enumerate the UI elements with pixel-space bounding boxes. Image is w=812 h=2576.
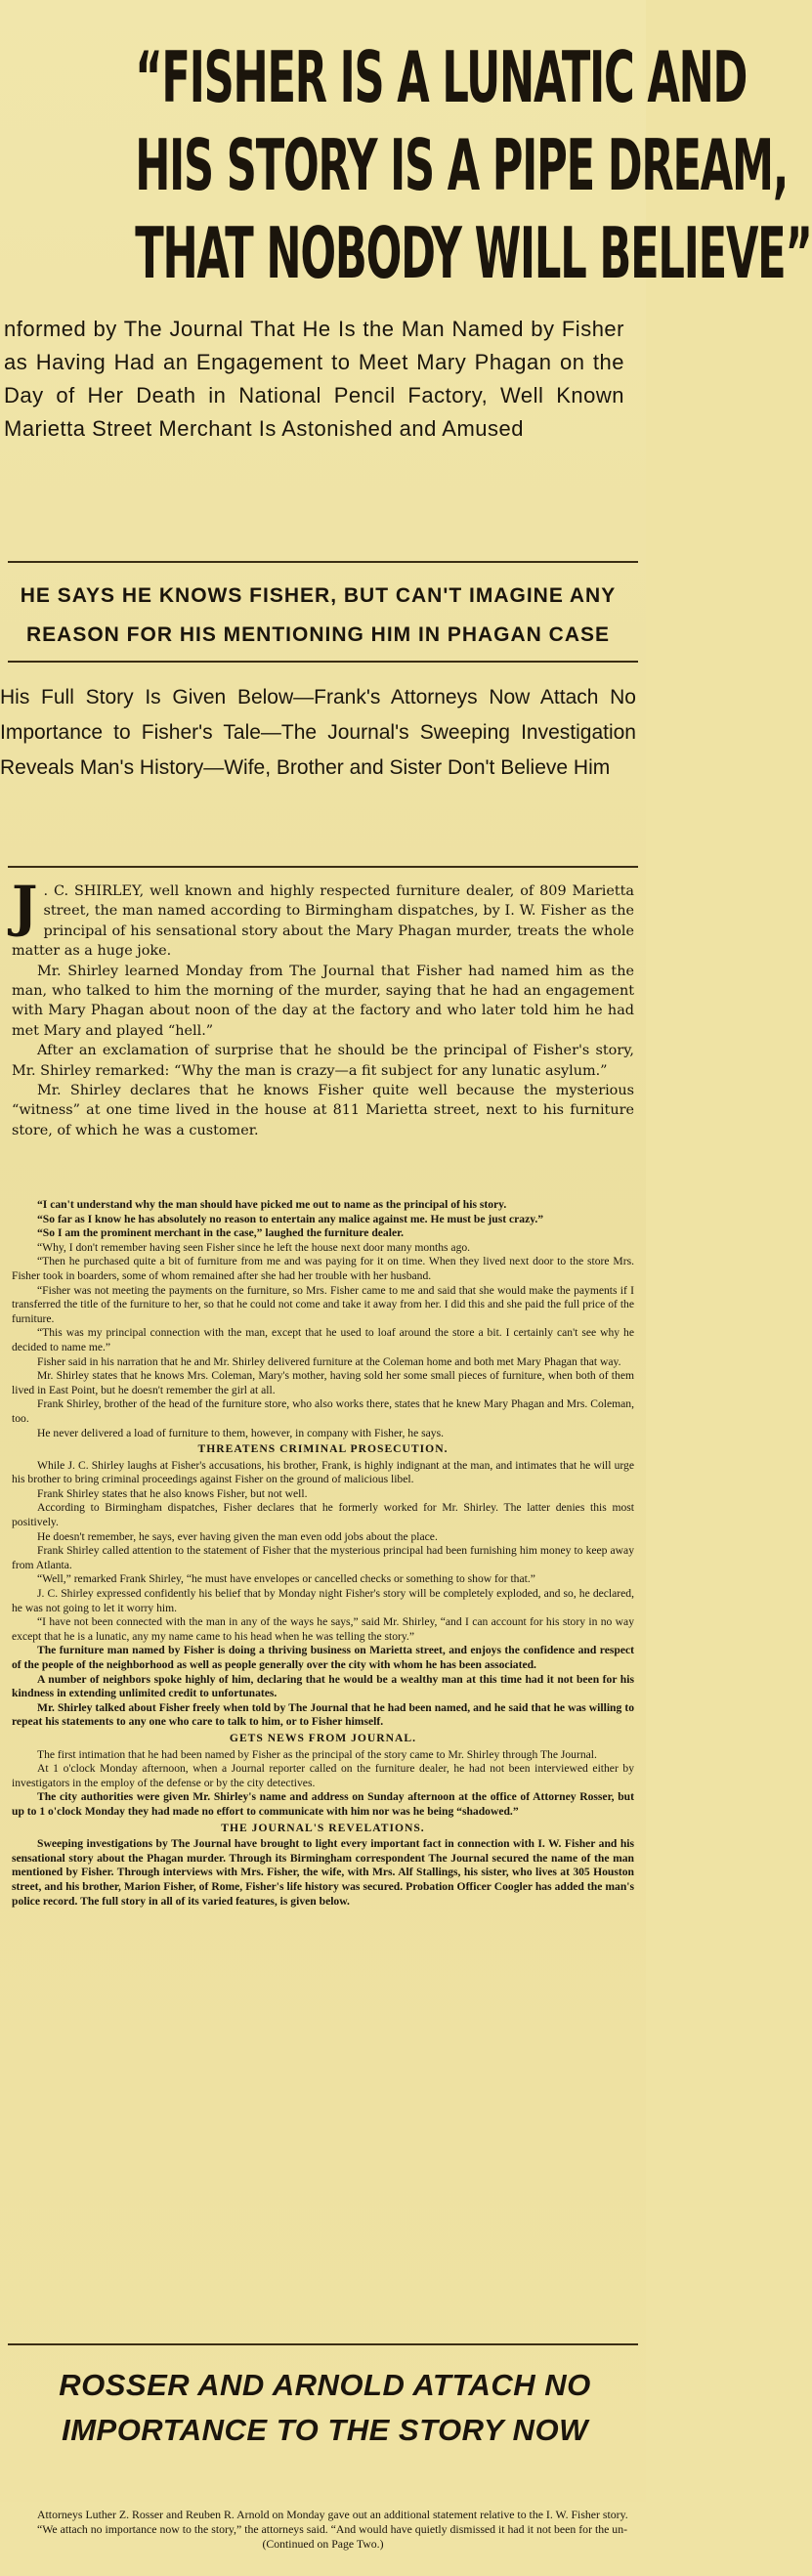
divider — [8, 866, 638, 868]
lead-paragraphs — [0, 872, 646, 1194]
divider — [8, 561, 638, 563]
body-paragraph: Frank Shirley, brother of the head of the furniture store, who also works there, states that he knew Mary Phagan and Mrs. Coleman, too. — [12, 1397, 634, 1425]
body-paragraph: According to Birmingham dispatches, Fisher declares that he formerly worked for Mr. Shirley. The latter denies this most positively. — [12, 1501, 634, 1529]
body-paragraph: At 1 o'clock Monday afternoon, when a Journal reporter called on the furniture dealer, he had not been interviewed either by investigators in the employ of the defense or by the city detectives. — [12, 1762, 634, 1789]
headline-line-3: THAT NOBODY WILL BELIEVE” — [135, 212, 812, 294]
section-subhead: GETS NEWS FROM JOURNAL. — [229, 1731, 417, 1744]
divider — [8, 661, 638, 663]
bottom-headline — [0, 2349, 646, 2508]
body-paragraph: He doesn't remember, he says, ever having given the man even odd jobs about the place. — [37, 1529, 438, 1543]
body-paragraph: Sweeping investigations by The Journal have brought to light every important fact in connection with I. W. Fisher and his sensational story about the Phagan murder. Through its Birmingham correspondent The Journal secured the name of the man mentioned by Fisher. Through interviews with Mrs. Fisher, the wife, with Mrs. Alf Stallings, his sister, who lives at 305 Houston street, and his brother, Marion Fisher, of Rome, Fisher's life history was secured. Probation Officer Coogler has added the man's police record. The full story in all of its varied features, is given below. — [12, 1837, 634, 1908]
body-paragraph: “So I am the prominent merchant in the case,” laughed the furniture dealer. — [37, 1226, 405, 1240]
drop-cap: J — [12, 875, 38, 939]
lead-paragraph: After an exclamation of surprise that he should be the principal of Fisher's story, Mr. Shirley remarked: “Why the man is crazy—a fit subject for any lunatic asylum.” — [12, 1043, 634, 1079]
body-paragraph: “I can't understand why the man should have picked me out to name as the principal of his story. — [37, 1198, 507, 1211]
body-paragraph: “Well,” remarked Frank Shirley, “he must have envelopes or cancelled checks or something to show for that.” — [37, 1572, 535, 1586]
divider — [8, 2343, 638, 2345]
closing-paragraph: “We attach no importance now to the story,” the attorneys said. “And would have quietly dismissed it had it not been for the un- — [37, 2522, 628, 2536]
second-deck-line-1: HE SAYS HE KNOWS FISHER, BUT CAN'T IMAGINE ANY — [20, 584, 617, 607]
headline-line-1: “FISHER IS A LUNATIC AND — [135, 36, 748, 118]
bottom-headline-line-2: IMPORTANCE TO THE STORY NOW — [62, 2413, 588, 2447]
section-subhead: THE JOURNAL'S REVELATIONS. — [221, 1821, 425, 1834]
body-paragraph: “Then he purchased quite a bit of furniture from me and was paying for it on time. When they lived next door to the store Mrs. Fisher took in boarders, some of whom remained after she had her trouble with her husband. — [12, 1255, 634, 1282]
body-paragraph: Frank Shirley called attention to the statement of Fisher that the mysterious principal had been furnishing him money to keep away from Atlanta. — [12, 1544, 634, 1571]
second-deck — [0, 567, 646, 657]
body-paragraph: Mr. Shirley talked about Fisher freely when told by The Journal that he had been named, and he said that he was willing to repeat his statements to any one who care to talk to him, or to Fisher himself. — [12, 1700, 634, 1729]
continued-note: (Continued on Page Two.) — [262, 2537, 384, 2551]
body-paragraph: Fisher said in his narration that he and Mr. Shirley delivered furniture at the Coleman home and both met Mary Phagan that way. — [37, 1354, 621, 1368]
lead-paragraph: . C. SHIRLEY, well known and highly respected furniture dealer, of 809 Marietta street, the man named according to Birmingham dispatches, by I. W. Fisher as the principal of his sensational story about the Mary Phagan murder, treats the whole matter as a huge joke. — [12, 883, 634, 960]
body-paragraph: “Why, I don't remember having seen Fisher since he left the house next door many months ago. — [37, 1240, 471, 1254]
second-deck-line-2: REASON FOR HIS MENTIONING HIM IN PHAGAN CASE — [25, 623, 611, 646]
lead-paragraph: Mr. Shirley declares that he knows Fisher quite well because the mysterious “witness” at one time lived in the house at 811 Marietta street, next to his furniture store, of which he was a customer. — [12, 1083, 634, 1138]
main-headline — [129, 0, 812, 297]
body-paragraph: “This was my principal connection with the man, except that he used to loaf around the store a bit. I certainly can't see why he decided to name me.” — [12, 1326, 634, 1353]
body-paragraph: J. C. Shirley expressed confidently his belief that by Monday night Fisher's story will be completely exploded, and so, he declared, he was not going to let it worry him. — [12, 1587, 634, 1614]
lead-paragraph: Mr. Shirley learned Monday from The Journal that Fisher had named him as the man, who talked to him the morning of the murder, saying that he had an engagement with Mary Phagan about noon of the day at the factory and who later told him he had met Mary and played “hell.” — [12, 963, 634, 1039]
body-paragraph: While J. C. Shirley laughs at Fisher's accusations, his brother, Frank, is highly indignant at the man, and intimates that he will urge his brother to bring criminal proceedings against Fisher on the ground of malicious libel. — [12, 1458, 634, 1486]
closing-paragraphs — [0, 2508, 646, 2576]
body-paragraph: Frank Shirley states that he also knows Fisher, but not well. — [37, 1486, 308, 1500]
body-paragraph: “I have not been connected with the man in any of the ways he says,” said Mr. Shirley, “and I can account for his story in no way except that he is a lunatic, any my name came to his head when he was telling the story.” — [12, 1615, 634, 1643]
third-deck: His Full Story Is Given Below—Frank's Attorneys Now Attach No Importance to Fisher's Tale—The Journal's Sweeping Investigation Reveals Man's History—Wife, Brother and Sister Don't Believe Him — [0, 686, 636, 779]
body-paragraph: The furniture man named by Fisher is doing a thriving business on Marietta street, and enjoys the confidence and respect of the people of the neighborhood as well as people generally over the city with whom he has been associated. — [12, 1644, 634, 1671]
headline-line-2: HIS STORY IS A PIPE DREAM, — [135, 124, 789, 206]
body-paragraph: The first intimation that he had been named by Fisher as the principal of the story came to Mr. Shirley through The Journal. — [37, 1747, 597, 1761]
body-paragraph: The city authorities were given Mr. Shirley's name and address on Sunday afternoon at the office of Attorney Rosser, but up to 1 o'clock Monday they had made no effort to communicate with him nor was he being “shadowed.” — [12, 1790, 634, 1818]
first-deck: nformed by The Journal That He Is the Man Named by Fisher as Having Had an Engagement to Meet Mary Phagan on the Day of Her Death in National Pencil Factory, Well Known Marietta Street Merchant Is Astonished and Amused — [4, 317, 624, 441]
body-paragraph: “Fisher was not meeting the payments on the furniture, so Mrs. Fisher came to me and said that she would make the payments if I transferred the title of the furniture to her, so that he could not come and take it away from her. I did this and she paid the full price of the furniture. — [12, 1283, 634, 1325]
closing-paragraph: Attorneys Luther Z. Rosser and Reuben R. Arnold on Monday gave out an additional statement relative to the I. W. Fisher story. — [37, 2508, 628, 2521]
body-paragraph: Mr. Shirley states that he knows Mrs. Coleman, Mary's mother, having sold her some small pieces of furniture, when both of them lived in East Point, but he doesn't remember the girl at all. — [12, 1369, 634, 1396]
body-paragraph: A number of neighbors spoke highly of him, declaring that he would be a wealthy man at this time had it not been for his kindness in extending unlimited credit to unfortunates. — [12, 1672, 634, 1700]
section-subhead: THREATENS CRIMINAL PROSECUTION. — [197, 1442, 449, 1456]
body-paragraph: “So far as I know he has absolutely no reason to entertain any malice against me. He must be just crazy.” — [37, 1212, 544, 1225]
article-body — [0, 1194, 646, 2340]
bottom-headline-line-1: ROSSER AND ARNOLD ATTACH NO — [59, 2368, 591, 2402]
body-paragraph: He never delivered a load of furniture to them, however, in company with Fisher, he says. — [37, 1426, 444, 1439]
